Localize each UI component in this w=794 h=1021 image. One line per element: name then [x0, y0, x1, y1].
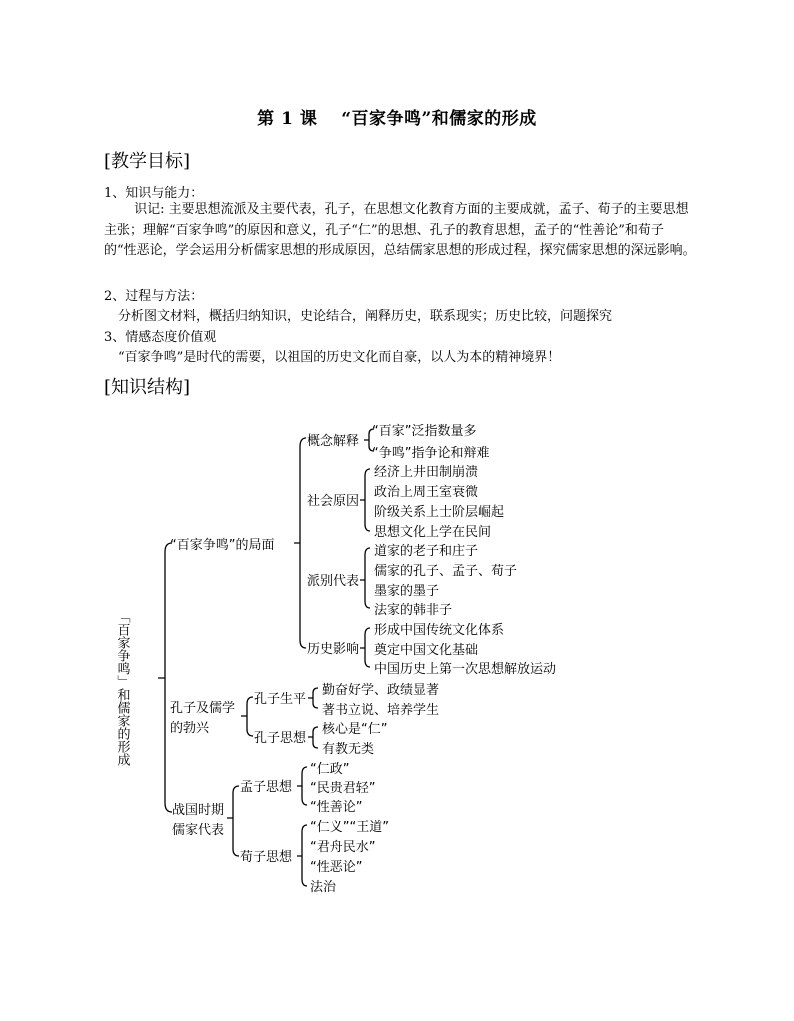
- school-2: 儒家的孔子、孟子、荀子: [374, 564, 518, 579]
- page-title: 第 1 课 “百家争鸣”和儒家的形成: [257, 109, 537, 129]
- l1-b1: 孔子及儒学: [170, 701, 236, 716]
- brace-root: [158, 543, 172, 812]
- item2-text: 分析图文材料，概括归纳知识，史论结合，阐释历史，联系现实；历史比较，问题探究: [118, 309, 613, 324]
- brace-c: [227, 786, 239, 856]
- l1-c1: 战国时期: [172, 803, 225, 818]
- l1-a: “百家争鸣”的局面: [170, 538, 275, 553]
- concept-label: 概念解释: [307, 434, 360, 449]
- xz-label: 荀子思想: [240, 850, 293, 865]
- concept-1: “百家”泛指数量多: [372, 424, 477, 439]
- mz-2: “民贵君轻”: [310, 781, 376, 796]
- mz-label: 孟子思想: [240, 780, 293, 795]
- l1-b2: 的勃兴: [170, 721, 210, 736]
- goals-heading: [教学目标]: [104, 151, 191, 172]
- kz-life-2: 著书立说、培养学生: [322, 703, 440, 718]
- kz-life-label: 孔子生平: [254, 692, 307, 707]
- kz-thought-1: 核心是“仁”: [322, 722, 388, 737]
- xz-4: 法治: [310, 880, 337, 895]
- item2-heading: 2、过程与方法：: [104, 289, 204, 304]
- mz-3: “性善论”: [310, 800, 363, 815]
- brace-mz: [297, 767, 307, 805]
- xz-1: “仁义”“王道”: [310, 820, 389, 835]
- root-label: 「百家争鸣」和儒家的形成: [114, 610, 130, 766]
- concept-2: “争鸣”指争论和辩难: [372, 446, 490, 461]
- cause-2: 政治上周王室衰微: [374, 485, 479, 500]
- item1-heading: 1、知识与能力：: [104, 186, 204, 201]
- brace-xz: [297, 825, 307, 886]
- structure-heading: [知识结构]: [104, 377, 191, 398]
- cause-1: 经济上井田制崩溃: [374, 465, 479, 480]
- xz-2: “君舟民水”: [310, 840, 376, 855]
- brace-kz-life: [308, 688, 318, 708]
- cause-3: 阶级关系上士阶层崛起: [374, 505, 505, 520]
- impact-label: 历史影响: [307, 642, 360, 657]
- school-3: 墨家的墨子: [374, 584, 440, 599]
- item3-heading: 3、情感态度价值观: [104, 330, 217, 345]
- item3-text: “百家争鸣”是时代的需要，以祖国的历史文化而自豪，以人为本的精神境界！: [118, 350, 561, 365]
- xz-3: “性恶论”: [310, 860, 363, 875]
- kz-thought-label: 孔子思想: [254, 731, 307, 746]
- brace-kz-thought: [308, 727, 318, 748]
- brace-cause: [360, 469, 370, 531]
- cause-label: 社会原因: [307, 494, 360, 509]
- impact-1: 形成中国传统文化体系: [374, 623, 505, 638]
- brace-impact: [360, 628, 370, 667]
- cause-4: 思想文化上学在民间: [374, 525, 492, 540]
- school-4: 法家的韩非子: [374, 603, 453, 618]
- school-1: 道家的老子和庄子: [374, 544, 479, 559]
- brace-school: [360, 548, 370, 608]
- impact-2: 奠定中国文化基础: [374, 643, 479, 658]
- brace-a: [294, 438, 306, 648]
- school-label: 派别代表: [307, 574, 360, 589]
- item1-text: 识记: 主要思想流派及主要代表，孔子，在思想文化教育方面的主要成就，孟子、荀子的主要思想主张；理解“百家争鸣”的原因和意义，孔子“仁”的思想、孔子的教育思想，孟子的“性善论”和荀子的“性恶论，学会运用分析儒家思想的形成原因，总结儒家思想的形成过程，探究儒家思想的深远影响。: [104, 202, 696, 258]
- kz-thought-2: 有教无类: [322, 742, 375, 757]
- impact-3: 中国历史上第一次思想解放运动: [374, 662, 557, 677]
- kz-life-1: 勤奋好学、政绩显著: [322, 683, 440, 698]
- brace-b: [241, 697, 253, 736]
- l1-c2: 儒家代表: [172, 823, 225, 838]
- mz-1: “仁政”: [310, 762, 350, 777]
